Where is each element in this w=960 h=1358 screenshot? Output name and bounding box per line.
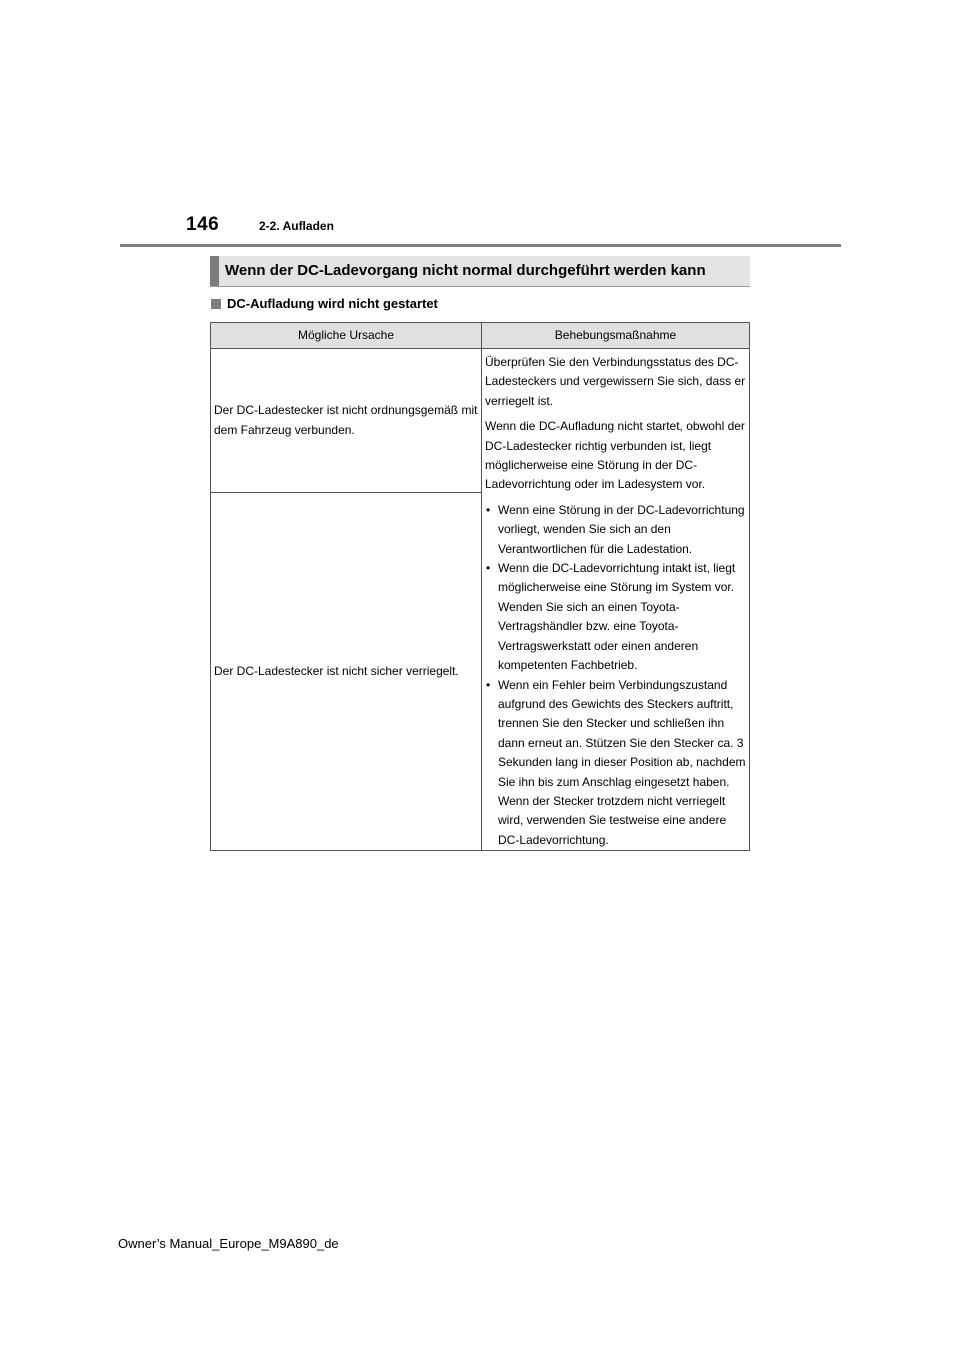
footer-manual-id: Owner’s Manual_Europe_M9A890_de: [118, 1236, 339, 1251]
remedy-paragraph: Überprüfen Sie den Verbindungsstatus des DC-Ladesteckers und vergewissern Sie sich, dass er verriegelt ist.: [485, 355, 746, 408]
remedy-bullet: • Wenn ein Fehler beim Verbindungszustand aufgrund des Gewichts des Steckers auftritt, trennen Sie den Stecker und schließen ihn dann erneut an. Stützen Sie den Stecker ca. 3 Sekunden lang in dieser Position ab, nachdem Sie ihn bis zum Anschlag eingesetzt haben. Wenn der Stecker trotzdem nicht verriegelt wird, verwenden Sie testweise eine andere DC-Ladevorrichtung.: [485, 676, 746, 851]
table-row: [211, 349, 750, 493]
remedy-cell: [482, 349, 750, 851]
column-header-remedy: Behebungsmaßnahme: [482, 323, 750, 349]
subheading: [211, 296, 438, 311]
remedy-paragraph: Wenn die DC-Aufladung nicht startet, obwohl der DC-Ladestecker richtig verbunden ist, liegt möglicherweise eine Störung in der DC-Ladevorrichtung oder im Ladesystem vor.: [485, 419, 745, 492]
remedy-bullet: • Wenn die DC-Ladevorrichtung intakt ist, liegt möglicherweise eine Störung im System vor. Wenden Sie sich an einen Toyota-Vertragshändler bzw. eine Toyota-Vertragswerkstatt oder einen anderen kompetenten Fachbetrieb.: [485, 559, 746, 675]
cause-cell: Der DC-Ladestecker ist nicht sicher verriegelt.: [211, 493, 482, 851]
section-heading: [210, 256, 750, 287]
cause-remedy-table: [210, 322, 750, 851]
section-path: 2-2. Aufladen: [259, 219, 334, 233]
section-heading-text: Wenn der DC-Ladevorgang nicht normal durchgeführt werden kann: [225, 262, 706, 279]
remedy-bullet-list: [485, 501, 746, 850]
page-number: 146: [186, 214, 220, 235]
header-rule: [120, 244, 841, 247]
heading-accent-bar: [210, 256, 219, 286]
subheading-text: DC-Aufladung wird nicht gestartet: [227, 296, 438, 311]
column-header-cause: Mögliche Ursache: [211, 323, 482, 349]
remedy-bullet: • Wenn eine Störung in der DC-Ladevorrichtung vorliegt, wenden Sie sich an den Verantwortlichen für die Ladestation.: [485, 501, 746, 559]
cause-cell: Der DC-Ladestecker ist nicht ordnungsgemäß mit dem Fahrzeug verbunden.: [211, 349, 482, 493]
table-header-row: [211, 323, 750, 349]
square-bullet-icon: [211, 299, 221, 309]
